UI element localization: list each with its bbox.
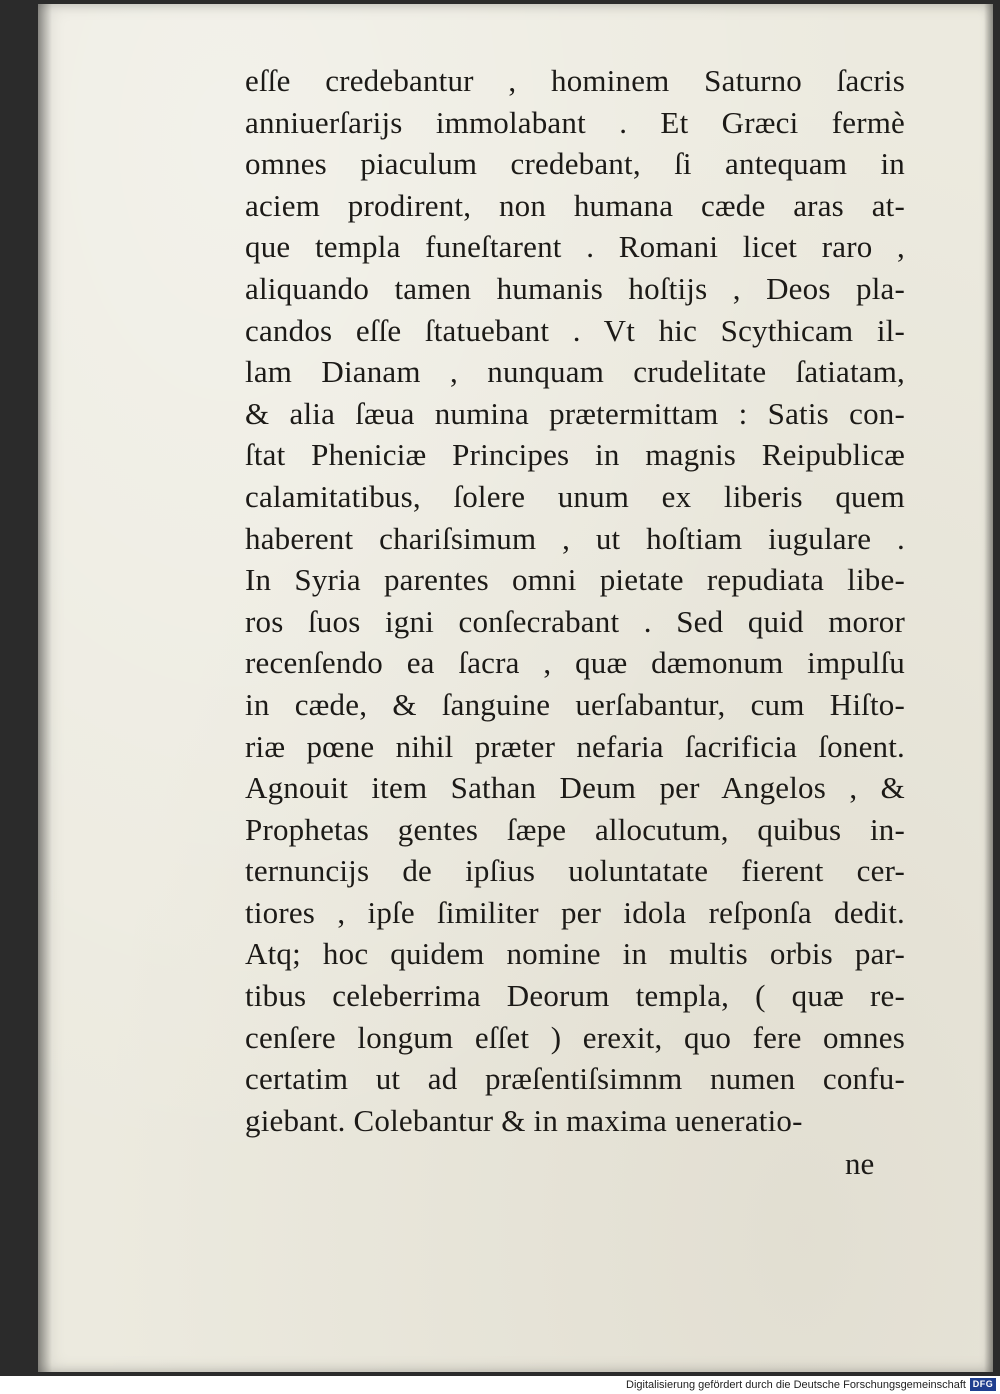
text-line: tiores , ipſe ſimiliter per idola reſponſa dedit.: [245, 894, 905, 930]
text-line: aliquando tamen humanis hoſtijs , Deos pla-: [245, 270, 905, 306]
text-line: eſſe credebantur , hominem Saturno ſacris: [245, 63, 905, 98]
text-line: recenſendo ea ſacra , quæ dæmonum impulſu: [245, 645, 905, 681]
text-line: giebant. Colebantur & in maxima ueneratio-: [245, 1102, 803, 1138]
text-line: aciem prodirent, non humana cæde aras at-: [245, 187, 905, 223]
text-line: ſtat Pheniciæ Principes in magnis Reipublicæ: [245, 437, 905, 473]
text-line: haberent chariſsimum , ut hoſtiam iugulare .: [245, 520, 905, 556]
text-line: ros ſuos igni conſecrabant . Sed quid moror: [245, 603, 905, 639]
text-line: que templa funeſtarent . Romani licet raro ,: [245, 229, 905, 265]
text-line: cenſere longum eſſet ) erexit, quo fere omnes: [245, 1019, 905, 1055]
text-line: ternuncijs de ipſius uoluntatate fierent cer-: [245, 853, 905, 889]
text-line: riæ pœne nihil præter nefaria ſacrificia ſonent.: [245, 728, 905, 764]
text-line: Atq; hoc quidem nomine in multis orbis par-: [245, 936, 905, 972]
text-line: omnes piaculum credebant, ſi antequam in: [245, 146, 905, 182]
funding-note: Digitalisierung gefördert durch die Deutsche Forschungsgemeinschaft: [626, 1379, 966, 1391]
text-line: anniuerſarijs immolabant . Et Græci fermè: [245, 104, 905, 140]
text-line: certatim ut ad præſentiſsimnm numen confu-: [245, 1061, 905, 1097]
page-edge-shadow: [984, 4, 993, 1372]
text-line: candos eſſe ſtatuebant . Vt hic Scythicam il-: [245, 312, 905, 348]
text-line: Agnouit item Sathan Deum per Angelos , &: [245, 770, 905, 806]
text-line: in cæde, & ſanguine uerſabantur, cum Hiſto-: [245, 686, 905, 722]
text-line: lam Dianam , nunquam crudelitate ſatiatam,: [245, 354, 905, 390]
text-line: Prophetas gentes ſæpe allocutum, quibus in-: [245, 811, 905, 847]
text-line: & alia ſæua numina prætermittam : Satis con-: [245, 395, 905, 431]
text-line: tibus celeberrima Deorum templa, ( quæ re-: [245, 978, 905, 1014]
text-line: In Syria parentes omni pietate repudiata libe-: [245, 562, 905, 598]
text-line: calamitatibus, ſolere unum ex liberis quem: [245, 478, 905, 514]
dfg-logo-icon: DFG: [970, 1378, 996, 1391]
catchword: ne: [845, 1146, 875, 1181]
gutter-shadow: [38, 4, 52, 1372]
body-text: [245, 60, 905, 1141]
